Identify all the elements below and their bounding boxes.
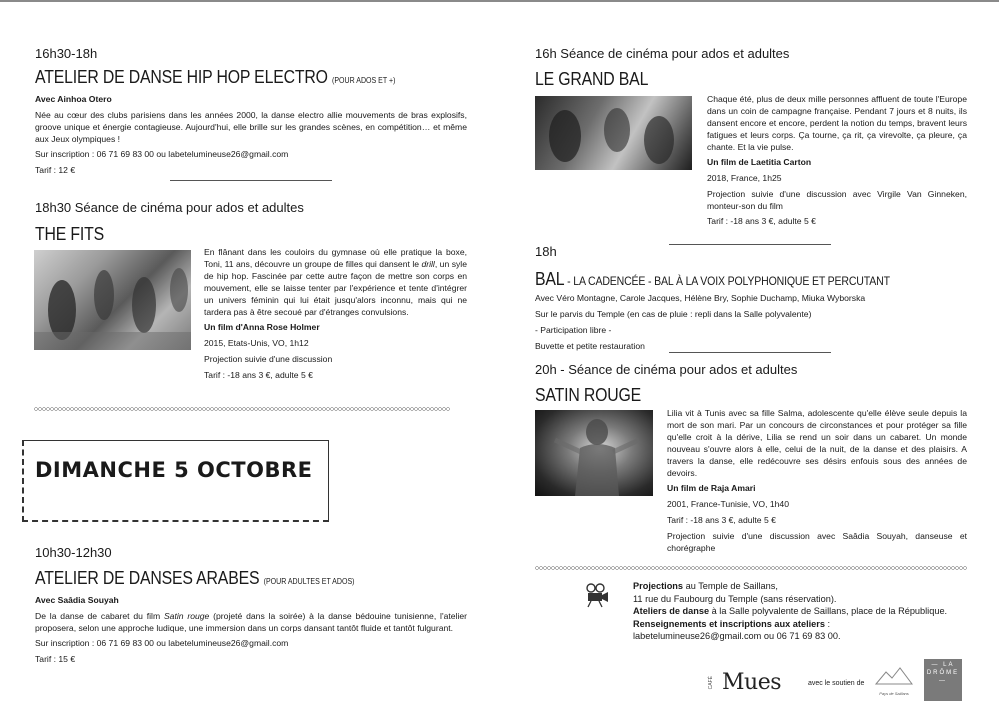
fits-projection: Projection suivie d'une discussion (204, 354, 333, 364)
arabes-description (35, 610, 467, 634)
grandbal-photo-figures (535, 96, 692, 170)
arabes-title-note: (POUR ADULTES ET ADOS) (263, 577, 355, 586)
bal-time: 18h (535, 244, 557, 259)
grandbal-info: 2018, France, 1h25 (707, 173, 782, 183)
separator (170, 180, 332, 181)
arabes-desc-part-2: (projeté dans la soirée) à la danse bédouine tunisienne, l'atelier proposera, selon une approche ludique, une immersion dans un corps dansant tantôt fluide et tantôt fulgurant. (35, 611, 467, 633)
fits-time: 18h30 Séance de cinéma pour ados et adultes (35, 200, 304, 215)
grandbal-description: Chaque été, plus de deux mille personnes affluent de toute l'Europe dans un coin de campagne française. Pendant 7 jours et 8 nuits, ils dansent encore et encore, perdent la notion du temps, bravent leurs fatigues et leurs corps. Ça tourne, ça rit, ça virevolte, ça pleure, ça chante. Et la vie pulse. (707, 94, 967, 152)
satin-info: 2001, France-Tunisie, VO, 1h40 (667, 499, 789, 509)
grandbal-projection: Projection suivie d'une discussion avec Virgile Van Ginneken, monteur-son du film (707, 189, 967, 211)
hiphop-inscription: Sur inscription : 06 71 69 83 00 ou labetelumineuse26@gmail.com (35, 149, 289, 159)
dotted-divider (34, 407, 450, 411)
satin-section (535, 362, 967, 406)
bal-participation: - Participation libre - (535, 325, 612, 335)
bal-title-text: BAL (535, 269, 565, 289)
fits-details (204, 246, 467, 381)
footer-info (633, 580, 973, 643)
fits-desc-emphasis: drill (421, 259, 435, 269)
separator (669, 352, 831, 353)
footer-ateliers (633, 605, 973, 618)
satin-film-by: Un film de Raja Amari (667, 483, 756, 493)
satin-projection: Projection suivie d'une discussion avec Saâdia Souyah, danseuse et chorégraphe (667, 531, 967, 553)
saillans-logo-text: Pays de Saillans (879, 691, 909, 696)
grandbal-photo (535, 96, 692, 170)
footer-projections-text: au Temple de Saillans, (683, 581, 778, 591)
bal-section (535, 244, 967, 352)
arabes-title-text: ATELIER DE DANSES ARABES (35, 568, 260, 588)
fits-photo-figures (34, 250, 191, 350)
mountain-icon (874, 664, 914, 686)
fits-info: 2015, Etats-Unis, VO, 1h12 (204, 338, 309, 348)
mues-logo-prefix: CAFÉ (708, 676, 714, 690)
footer-projections (633, 580, 973, 593)
satin-tarif: Tarif : -18 ans 3 €, adulte 5 € (667, 515, 776, 525)
footer-projections-label: Projections (633, 581, 684, 591)
fits-tarif: Tarif : -18 ans 3 €, adulte 5 € (204, 370, 313, 380)
arabes-inscription: Sur inscription : 06 71 69 83 00 ou labetelumineuse26@gmail.com (35, 638, 289, 648)
footer-address: 11 rue du Faubourg du Temple (sans réservation). (633, 593, 837, 604)
satin-photo-figure (535, 410, 653, 496)
arabes-title (35, 568, 415, 592)
satin-photo (535, 410, 653, 496)
bal-buvette: Buvette et petite restauration (535, 341, 645, 351)
grandbal-time: 16h Séance de cinéma pour ados et adultes (535, 46, 790, 61)
mues-logo-text: Mues (722, 670, 782, 695)
hiphop-description: Née au cœur des clubs parisiens dans les années 2000, la danse electro allie mouvements de bras explosifs, groove unique et énergie contagieuse. Aujourd'hui, elle brille sur les grandes scènes, en compétition… et même aux Jeux olympiques ! (35, 110, 467, 144)
grandbal-section (535, 46, 967, 90)
footer-renseignements-label: Renseignements et inscriptions aux ateliers (633, 618, 825, 629)
footer-renseignements (633, 618, 973, 631)
hiphop-title-text: ATELIER DE DANSE HIP HOP ELECTRO (35, 67, 328, 87)
fits-desc-part-2: , un syle de hip hop. Fascinée par cette autre façon de mettre son corps en mouvement, elle se laisse tenter par l'expérience et tente d'intégrer un univers féminin qui lui était jusqu'alors inconnu, mais qui ne tardera pas à être secoué par d'étranges convulsions. (204, 259, 467, 317)
hiphop-with: Avec Ainhoa Otero (35, 94, 112, 104)
grandbal-details (707, 93, 967, 227)
support-text: avec le soutien de (808, 680, 865, 687)
mues-logo (708, 670, 798, 697)
hiphop-title (35, 67, 415, 91)
bal-place: Sur le parvis du Temple (en cas de pluie : repli dans la Salle polyvalente) (535, 309, 812, 319)
arabes-with: Avec Saâdia Souyah (35, 595, 119, 605)
arabes-time: 10h30-12h30 (35, 545, 112, 560)
arabes-desc-emphasis: Satin rouge (163, 611, 210, 621)
fits-film-by: Un film d'Anna Rose Holmer (204, 322, 320, 332)
projector-icon (583, 582, 609, 608)
satin-description: Lilia vit à Tunis avec sa fille Salma, adolescente qu'elle élève seule depuis la mort de son mari. Par un concours de circonstances et pour protéger sa fille qu'elle croit à la dérive, Lilia se rend un soir dans un cabaret. Un monde nouveau s'ouvre alors à elle, celui de la nuit, de la danse et des plaisirs. A travers la danse, elle redécouvre ses désirs enfouis sous des années de devoirs. (667, 408, 967, 478)
fits-section (35, 200, 467, 245)
footer-contact: labetelumineuse26@gmail.com ou 06 71 69 83 00. (633, 631, 841, 641)
footer-ateliers-text: à la Salle polyvalente de Saillans, place de la République. (709, 606, 948, 616)
fits-photo (34, 250, 191, 350)
day-banner: DIMANCHE 5 OCTOBRE (35, 458, 313, 482)
grandbal-film-by: Un film de Laetitia Carton (707, 157, 812, 167)
fits-desc-part-1: En flânant dans les couloirs du gymnase où elle pratique la boxe, Toni, 11 ans, découvre un groupe de filles qui dansent le (204, 247, 467, 269)
top-border (0, 0, 999, 2)
footer-renseignements-colon: : (824, 618, 831, 629)
fits-title: THE FITS (35, 224, 104, 244)
grandbal-title: LE GRAND BAL (535, 69, 649, 89)
hiphop-title-note: (POUR ADOS ET +) (332, 76, 396, 85)
hiphop-tarif: Tarif : 12 € (35, 165, 76, 175)
satin-details (667, 407, 967, 557)
bal-subtitle: - LA CADENCÉE - BAL À LA VOIX POLYPHONIQUE ET PERCUTANT (564, 274, 890, 288)
arabes-desc-part-1: De la danse de cabaret du film (35, 611, 164, 621)
saillans-logo (874, 664, 914, 696)
hiphop-section (35, 46, 467, 176)
dotted-divider (535, 566, 967, 570)
bal-with: Avec Véro Montagne, Carole Jacques, Hélène Bry, Sophie Duchamp, Miuka Wyborska (535, 293, 866, 303)
footer-ateliers-label: Ateliers de danse (633, 606, 710, 616)
arabes-tarif: Tarif : 15 € (35, 654, 76, 664)
arabes-section (35, 545, 467, 665)
hiphop-time: 16h30-18h (35, 46, 98, 61)
drome-logo (924, 659, 962, 701)
bal-title (535, 269, 915, 292)
drome-logo-text: — LA DRÔME — (926, 662, 960, 684)
fits-description (204, 246, 467, 318)
satin-time: 20h - Séance de cinéma pour ados et adultes (535, 362, 798, 377)
satin-title: SATIN ROUGE (535, 385, 642, 405)
grandbal-tarif: Tarif : -18 ans 3 €, adulte 5 € (707, 216, 816, 226)
